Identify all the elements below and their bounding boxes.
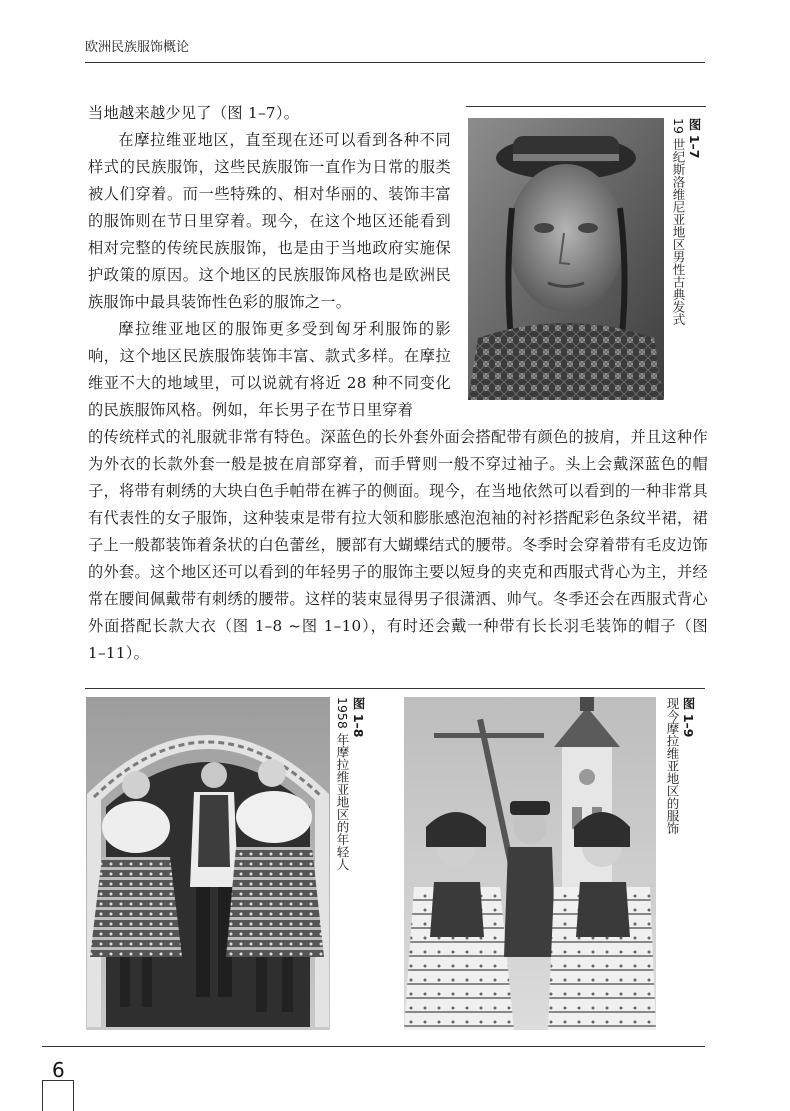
- group-photo-1958: [86, 697, 330, 1030]
- figure-caption: 现今摩拉维亚地区的服饰: [665, 697, 680, 835]
- paragraph: 当地越来越少见了（图 1–7）。: [88, 104, 300, 122]
- footer-rule: [42, 1046, 705, 1047]
- header-rule: [85, 62, 705, 63]
- running-header: 欧洲民族服饰概论: [85, 40, 190, 55]
- figure-1-8-caption: [334, 697, 366, 997]
- figure-1-7-photo: [468, 118, 664, 400]
- paragraph: 的传统样式的礼服就非常有特色。深蓝色的长外套外面会搭配带有颜色的披肩，并且这种作为外衣的长款外套一般是披在肩部穿着，而手臂则一般不穿过袖子。头上会戴深蓝色的帽子，将带有刺绣的大块白色手帕带在裤子的侧面。现今，在当地依然可以看到的一种非常具有代表性的女子服饰，这种装束是带有拉大领和膨胀感泡泡袖的衬衫搭配彩色条纹半裙，裙子上一般都装饰着条状的白色蕾丝，腰部有大蝴蝶结式的腰带。冬季时会穿着带有毛皮边饰的外套。这个地区还可以看到的年轻男子的服饰主要以短身的夹克和西服式背心为主，并经常在腰间佩戴带有刺绣的腰带。这样的装束显得男子很潇洒、帅气。冬季还会在西服式背心外面搭配长款大衣（图 1–8 ~图 1–10），有时还会戴一种带有长长羽毛装饰的帽子（图 1–11）。: [88, 428, 708, 662]
- figures-rule: [85, 688, 705, 689]
- page-number: 6: [52, 1058, 65, 1082]
- page-number-box: [42, 1080, 74, 1111]
- figure-1-9-photo: [404, 697, 656, 1030]
- figure-caption: 19 世纪斯洛维尼亚地区男性古典发式: [671, 118, 686, 326]
- figure-1-7-rule: [466, 106, 706, 107]
- portrait-photo: [468, 118, 664, 400]
- group-photo-modern: [404, 697, 656, 1030]
- figure-1-7-caption: [670, 118, 702, 408]
- figure-number: 图 1–8: [351, 697, 366, 738]
- figure-number: 图 1–7: [687, 118, 702, 159]
- paragraph: 在摩拉维亚地区，直至现在还可以看到各种不同样式的民族服饰，这些民族服饰一直作为日常的服类被人们穿着。而一些特殊的、相对华丽的、装饰丰富的服饰则在节日里穿着。现今，在这个地区还能看到相对完整的传统民族服饰，也是由于当地政府实施保护政策的原因。这个地区的民族服饰风格也是欧洲民族服饰中最具装饰性色彩的服饰之一。: [88, 131, 451, 311]
- figure-1-9-caption: [664, 697, 696, 997]
- figure-1-8-photo: [86, 697, 330, 1030]
- paragraph: 摩拉维亚地区的服饰更多受到匈牙利服饰的影响，这个地区民族服饰装饰丰富、款式多样。在摩拉维亚不大的地域里，可以说就有将近 28 种不同变化的民族服饰风格。例如，年长男子在节日里穿着: [88, 320, 451, 419]
- figure-caption: 1958 年摩拉维亚地区的年轻人: [335, 697, 350, 871]
- figure-number: 图 1–9: [681, 697, 696, 738]
